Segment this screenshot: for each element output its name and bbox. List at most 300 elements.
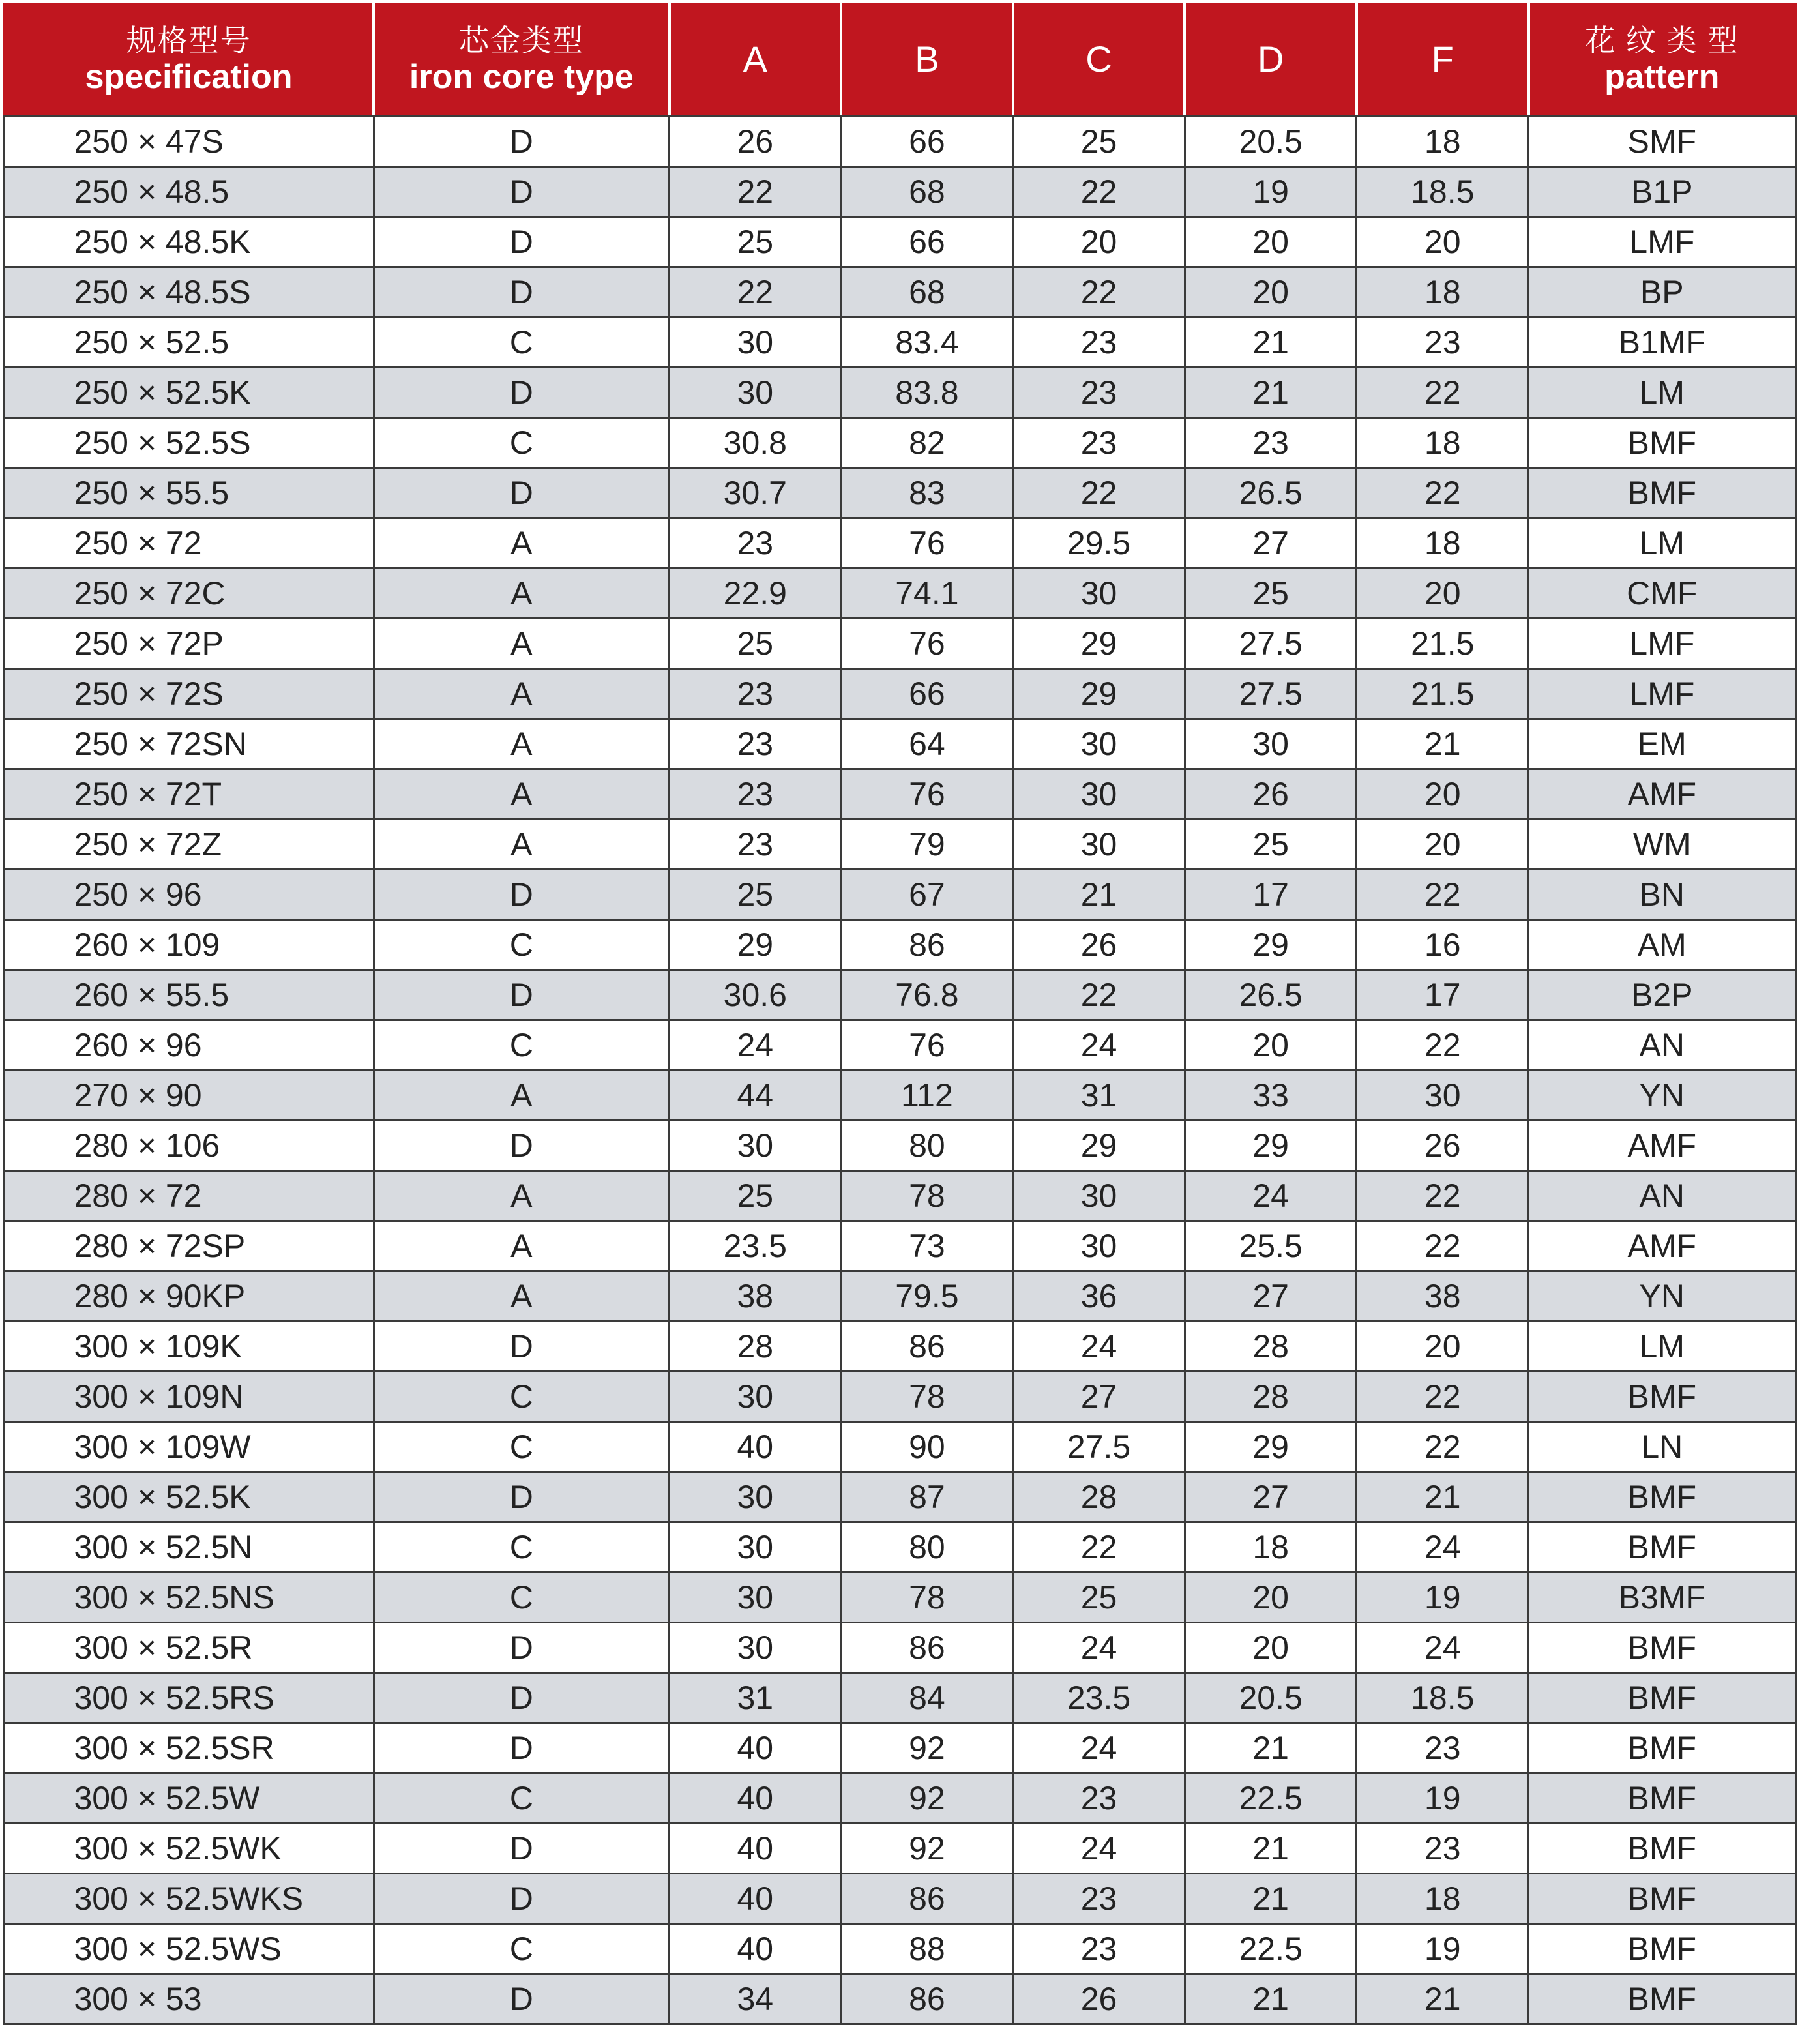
a-cell: 40 (670, 1874, 842, 1924)
b-cell: 78 (841, 1372, 1013, 1422)
d-cell: 29 (1185, 1422, 1357, 1472)
a-cell: 22.9 (670, 569, 842, 619)
d-cell: 20 (1185, 267, 1357, 318)
d-cell: 27.5 (1185, 669, 1357, 719)
c-cell: 30 (1013, 769, 1185, 820)
pattern-cell: B2P (1529, 970, 1795, 1020)
core-type-cell: C (374, 920, 669, 970)
b-cell: 83.8 (841, 368, 1013, 418)
c-cell: 24 (1013, 1824, 1185, 1874)
f-cell: 19 (1357, 1924, 1529, 1974)
b-cell: 64 (841, 719, 1013, 769)
a-cell: 40 (670, 1824, 842, 1874)
core-type-cell: A (374, 569, 669, 619)
spec-cell: 280 × 90KP (4, 1271, 374, 1322)
spec-cell: 250 × 72SN (4, 719, 374, 769)
spec-cell: 300 × 52.5WKS (4, 1874, 374, 1924)
d-cell: 17 (1185, 870, 1357, 920)
c-cell: 27 (1013, 1372, 1185, 1422)
d-cell: 29 (1185, 920, 1357, 970)
spec-cell: 250 × 48.5S (4, 267, 374, 318)
b-cell: 88 (841, 1924, 1013, 1974)
core-type-cell: C (374, 1020, 669, 1071)
b-cell: 86 (841, 1874, 1013, 1924)
spec-cell: 280 × 72SP (4, 1221, 374, 1271)
spec-cell: 300 × 52.5R (4, 1623, 374, 1673)
a-cell: 40 (670, 1773, 842, 1824)
f-cell: 21 (1357, 1974, 1529, 2024)
core-type-cell: D (374, 1121, 669, 1171)
b-cell: 86 (841, 1623, 1013, 1673)
a-cell: 28 (670, 1322, 842, 1372)
d-cell: 25.5 (1185, 1221, 1357, 1271)
f-cell: 24 (1357, 1522, 1529, 1573)
pattern-cell: LMF (1529, 669, 1795, 719)
a-cell: 24 (670, 1020, 842, 1071)
f-cell: 22 (1357, 1372, 1529, 1422)
core-type-cell: D (374, 267, 669, 318)
pattern-cell: BMF (1529, 1824, 1795, 1874)
pattern-cell: BMF (1529, 1924, 1795, 1974)
b-cell: 83.4 (841, 318, 1013, 368)
pattern-cell: LMF (1529, 217, 1795, 267)
table-row (4, 368, 1795, 418)
a-cell: 30.8 (670, 418, 842, 468)
core-type-cell: C (374, 1372, 669, 1422)
b-cell: 66 (841, 669, 1013, 719)
core-type-cell: D (374, 1723, 669, 1773)
core-type-cell: C (374, 1773, 669, 1824)
b-cell: 76.8 (841, 970, 1013, 1020)
c-cell: 24 (1013, 1322, 1185, 1372)
d-cell: 29 (1185, 1121, 1357, 1171)
pattern-cell: BMF (1529, 1874, 1795, 1924)
a-cell: 25 (670, 619, 842, 669)
table-row (4, 719, 1795, 769)
pattern-cell: BMF (1529, 1773, 1795, 1824)
c-cell: 29 (1013, 619, 1185, 669)
core-type-cell: C (374, 318, 669, 368)
d-cell: 25 (1185, 569, 1357, 619)
b-cell: 92 (841, 1723, 1013, 1773)
table-row (4, 1723, 1795, 1773)
spec-cell: 300 × 52.5N (4, 1522, 374, 1573)
table-row (4, 468, 1795, 518)
a-cell: 44 (670, 1071, 842, 1121)
c-cell: 30 (1013, 1171, 1185, 1221)
core-type-cell: D (374, 970, 669, 1020)
c-cell: 27.5 (1013, 1422, 1185, 1472)
pattern-cell: AN (1529, 1171, 1795, 1221)
spec-cell: 260 × 55.5 (4, 970, 374, 1020)
f-cell: 21.5 (1357, 669, 1529, 719)
c-cell: 23 (1013, 1874, 1185, 1924)
table-row (4, 1573, 1795, 1623)
pattern-cell: BMF (1529, 1673, 1795, 1723)
c-cell: 30 (1013, 1221, 1185, 1271)
d-cell: 21 (1185, 318, 1357, 368)
core-type-cell: A (374, 1221, 669, 1271)
spec-cell: 300 × 109K (4, 1322, 374, 1372)
a-cell: 30 (670, 1121, 842, 1171)
c-cell: 23 (1013, 318, 1185, 368)
core-type-cell: A (374, 719, 669, 769)
pattern-cell: BMF (1529, 468, 1795, 518)
core-type-cell: A (374, 1271, 669, 1322)
pattern-cell: BMF (1529, 1372, 1795, 1422)
col-header-iron-core-type-en: iron core type (409, 58, 634, 96)
b-cell: 86 (841, 920, 1013, 970)
pattern-cell: LMF (1529, 619, 1795, 669)
spec-cell: 300 × 52.5K (4, 1472, 374, 1522)
a-cell: 30 (670, 1472, 842, 1522)
b-cell: 92 (841, 1773, 1013, 1824)
c-cell: 30 (1013, 569, 1185, 619)
core-type-cell: D (374, 167, 669, 217)
table-body (4, 116, 1795, 2024)
spec-cell: 300 × 52.5NS (4, 1573, 374, 1623)
core-type-cell: C (374, 1522, 669, 1573)
pattern-cell: BMF (1529, 1723, 1795, 1773)
spec-cell: 300 × 52.5W (4, 1773, 374, 1824)
d-cell: 20.5 (1185, 116, 1357, 167)
f-cell: 26 (1357, 1121, 1529, 1171)
spec-cell: 300 × 52.5RS (4, 1673, 374, 1723)
core-type-cell: D (374, 1874, 669, 1924)
pattern-cell: B3MF (1529, 1573, 1795, 1623)
f-cell: 20 (1357, 569, 1529, 619)
b-cell: 78 (841, 1573, 1013, 1623)
col-header-pattern-cn: 花 纹 类 型 (1585, 23, 1739, 57)
c-cell: 30 (1013, 719, 1185, 769)
c-cell: 23.5 (1013, 1673, 1185, 1723)
spec-cell: 250 × 72S (4, 669, 374, 719)
f-cell: 18.5 (1357, 167, 1529, 217)
spec-cell: 250 × 55.5 (4, 468, 374, 518)
pattern-cell: BMF (1529, 1472, 1795, 1522)
c-cell: 36 (1013, 1271, 1185, 1322)
header-row (4, 3, 1795, 116)
col-header-a (670, 3, 842, 116)
b-cell: 79.5 (841, 1271, 1013, 1322)
spec-cell: 250 × 52.5S (4, 418, 374, 468)
spec-table (3, 3, 1797, 2025)
b-cell: 78 (841, 1171, 1013, 1221)
table-row (4, 1874, 1795, 1924)
table-row (4, 1071, 1795, 1121)
spec-cell: 270 × 90 (4, 1071, 374, 1121)
f-cell: 38 (1357, 1271, 1529, 1322)
table-row (4, 1974, 1795, 2024)
table-row (4, 167, 1795, 217)
core-type-cell: D (374, 1472, 669, 1522)
c-cell: 29.5 (1013, 518, 1185, 569)
spec-cell: 250 × 72Z (4, 820, 374, 870)
f-cell: 18.5 (1357, 1673, 1529, 1723)
spec-cell: 250 × 52.5K (4, 368, 374, 418)
pattern-cell: AMF (1529, 1121, 1795, 1171)
d-cell: 33 (1185, 1071, 1357, 1121)
d-cell: 26.5 (1185, 970, 1357, 1020)
b-cell: 66 (841, 217, 1013, 267)
b-cell: 68 (841, 167, 1013, 217)
pattern-cell: LM (1529, 518, 1795, 569)
spec-cell: 250 × 72T (4, 769, 374, 820)
pattern-cell: BN (1529, 870, 1795, 920)
spec-cell: 250 × 52.5 (4, 318, 374, 368)
b-cell: 90 (841, 1422, 1013, 1472)
b-cell: 82 (841, 418, 1013, 468)
f-cell: 22 (1357, 1171, 1529, 1221)
core-type-cell: D (374, 870, 669, 920)
b-cell: 86 (841, 1974, 1013, 2024)
f-cell: 22 (1357, 1422, 1529, 1472)
d-cell: 21 (1185, 1723, 1357, 1773)
spec-cell: 250 × 72C (4, 569, 374, 619)
f-cell: 17 (1357, 970, 1529, 1020)
a-cell: 40 (670, 1723, 842, 1773)
spec-cell: 260 × 109 (4, 920, 374, 970)
a-cell: 30 (670, 1522, 842, 1573)
a-cell: 23 (670, 769, 842, 820)
f-cell: 22 (1357, 468, 1529, 518)
core-type-cell: C (374, 1573, 669, 1623)
spec-cell: 250 × 48.5 (4, 167, 374, 217)
d-cell: 20 (1185, 1573, 1357, 1623)
core-type-cell: A (374, 518, 669, 569)
col-header-specification (4, 3, 374, 116)
a-cell: 23 (670, 820, 842, 870)
col-header-iron-core-type-cn: 芯金类型 (458, 23, 584, 57)
col-header-specification-cn: 规格型号 (126, 23, 252, 57)
c-cell: 22 (1013, 468, 1185, 518)
d-cell: 22.5 (1185, 1773, 1357, 1824)
core-type-cell: A (374, 669, 669, 719)
pattern-cell: AN (1529, 1020, 1795, 1071)
spec-cell: 250 × 72 (4, 518, 374, 569)
pattern-cell: BMF (1529, 1522, 1795, 1573)
b-cell: 73 (841, 1221, 1013, 1271)
c-cell: 29 (1013, 1121, 1185, 1171)
c-cell: 23 (1013, 418, 1185, 468)
c-cell: 24 (1013, 1623, 1185, 1673)
c-cell: 23 (1013, 368, 1185, 418)
d-cell: 21 (1185, 1874, 1357, 1924)
f-cell: 20 (1357, 1322, 1529, 1372)
d-cell: 24 (1185, 1171, 1357, 1221)
a-cell: 30 (670, 368, 842, 418)
pattern-cell: BMF (1529, 1623, 1795, 1673)
f-cell: 18 (1357, 518, 1529, 569)
table-row (4, 217, 1795, 267)
core-type-cell: C (374, 418, 669, 468)
c-cell: 26 (1013, 920, 1185, 970)
a-cell: 40 (670, 1422, 842, 1472)
c-cell: 22 (1013, 1522, 1185, 1573)
a-cell: 30 (670, 1372, 842, 1422)
table-row (4, 1673, 1795, 1723)
table-row (4, 619, 1795, 669)
core-type-cell: A (374, 769, 669, 820)
col-header-b (841, 3, 1013, 116)
f-cell: 24 (1357, 1623, 1529, 1673)
b-cell: 79 (841, 820, 1013, 870)
table-row (4, 418, 1795, 468)
d-cell: 20 (1185, 1623, 1357, 1673)
f-cell: 20 (1357, 217, 1529, 267)
a-cell: 30.7 (670, 468, 842, 518)
f-cell: 22 (1357, 1020, 1529, 1071)
a-cell: 34 (670, 1974, 842, 2024)
f-cell: 23 (1357, 1824, 1529, 1874)
c-cell: 24 (1013, 1723, 1185, 1773)
col-header-f (1357, 3, 1529, 116)
a-cell: 30.6 (670, 970, 842, 1020)
table-row (4, 1924, 1795, 1974)
f-cell: 16 (1357, 920, 1529, 970)
spec-cell: 300 × 52.5WK (4, 1824, 374, 1874)
c-cell: 22 (1013, 267, 1185, 318)
f-cell: 20 (1357, 769, 1529, 820)
c-cell: 26 (1013, 1974, 1185, 2024)
spec-cell: 300 × 109N (4, 1372, 374, 1422)
table-row (4, 1271, 1795, 1322)
table-row (4, 1623, 1795, 1673)
core-type-cell: A (374, 1171, 669, 1221)
b-cell: 68 (841, 267, 1013, 318)
pattern-cell: EM (1529, 719, 1795, 769)
spec-cell: 250 × 48.5K (4, 217, 374, 267)
table-row (4, 870, 1795, 920)
core-type-cell: A (374, 1071, 669, 1121)
table-row (4, 820, 1795, 870)
table-row (4, 1322, 1795, 1372)
core-type-cell: D (374, 1322, 669, 1372)
d-cell: 28 (1185, 1322, 1357, 1372)
core-type-cell: C (374, 1422, 669, 1472)
b-cell: 83 (841, 468, 1013, 518)
table-row (4, 1522, 1795, 1573)
b-cell: 67 (841, 870, 1013, 920)
pattern-cell: BMF (1529, 418, 1795, 468)
d-cell: 22.5 (1185, 1924, 1357, 1974)
c-cell: 29 (1013, 669, 1185, 719)
f-cell: 23 (1357, 1723, 1529, 1773)
f-cell: 21 (1357, 1472, 1529, 1522)
pattern-cell: B1P (1529, 167, 1795, 217)
c-cell: 25 (1013, 116, 1185, 167)
d-cell: 26.5 (1185, 468, 1357, 518)
f-cell: 18 (1357, 267, 1529, 318)
core-type-cell: D (374, 468, 669, 518)
a-cell: 23 (670, 518, 842, 569)
table-row (4, 1372, 1795, 1422)
table-row (4, 1472, 1795, 1522)
b-cell: 80 (841, 1522, 1013, 1573)
col-header-d (1185, 3, 1357, 116)
pattern-cell: YN (1529, 1271, 1795, 1322)
spec-cell: 300 × 109W (4, 1422, 374, 1472)
col-header-c (1013, 3, 1185, 116)
c-cell: 22 (1013, 167, 1185, 217)
d-cell: 27 (1185, 1472, 1357, 1522)
f-cell: 23 (1357, 318, 1529, 368)
table-row (4, 1773, 1795, 1824)
f-cell: 21 (1357, 719, 1529, 769)
c-cell: 25 (1013, 1573, 1185, 1623)
table-row (4, 970, 1795, 1020)
pattern-cell: B1MF (1529, 318, 1795, 368)
a-cell: 23 (670, 719, 842, 769)
pattern-cell: AM (1529, 920, 1795, 970)
core-type-cell: C (374, 1924, 669, 1974)
b-cell: 76 (841, 769, 1013, 820)
a-cell: 26 (670, 116, 842, 167)
pattern-cell: AMF (1529, 769, 1795, 820)
c-cell: 31 (1013, 1071, 1185, 1121)
pattern-cell: AMF (1529, 1221, 1795, 1271)
d-cell: 27 (1185, 1271, 1357, 1322)
table-row (4, 1824, 1795, 1874)
spec-cell: 260 × 96 (4, 1020, 374, 1071)
a-cell: 40 (670, 1924, 842, 1974)
a-cell: 30 (670, 318, 842, 368)
col-header-f-label: F (1431, 38, 1454, 80)
spec-cell: 250 × 96 (4, 870, 374, 920)
table-row (4, 267, 1795, 318)
d-cell: 21 (1185, 1824, 1357, 1874)
c-cell: 23 (1013, 1924, 1185, 1974)
a-cell: 25 (670, 217, 842, 267)
spec-cell: 300 × 52.5WS (4, 1924, 374, 1974)
d-cell: 21 (1185, 1974, 1357, 2024)
col-header-c-label: C (1085, 38, 1112, 80)
table-row (4, 318, 1795, 368)
core-type-cell: A (374, 820, 669, 870)
table-row (4, 1221, 1795, 1271)
b-cell: 76 (841, 518, 1013, 569)
d-cell: 18 (1185, 1522, 1357, 1573)
c-cell: 22 (1013, 970, 1185, 1020)
col-header-pattern (1529, 3, 1795, 116)
d-cell: 25 (1185, 820, 1357, 870)
table-row (4, 669, 1795, 719)
f-cell: 19 (1357, 1573, 1529, 1623)
core-type-cell: D (374, 368, 669, 418)
pattern-cell: YN (1529, 1071, 1795, 1121)
pattern-cell: SMF (1529, 116, 1795, 167)
a-cell: 31 (670, 1673, 842, 1723)
pattern-cell: WM (1529, 820, 1795, 870)
pattern-cell: LN (1529, 1422, 1795, 1472)
col-header-specification-en: specification (85, 58, 293, 96)
d-cell: 26 (1185, 769, 1357, 820)
core-type-cell: D (374, 217, 669, 267)
spec-cell: 250 × 47S (4, 116, 374, 167)
a-cell: 38 (670, 1271, 842, 1322)
f-cell: 20 (1357, 820, 1529, 870)
d-cell: 27.5 (1185, 619, 1357, 669)
col-header-d-label: D (1257, 38, 1284, 80)
f-cell: 22 (1357, 1221, 1529, 1271)
d-cell: 30 (1185, 719, 1357, 769)
c-cell: 28 (1013, 1472, 1185, 1522)
c-cell: 21 (1013, 870, 1185, 920)
c-cell: 30 (1013, 820, 1185, 870)
b-cell: 86 (841, 1322, 1013, 1372)
b-cell: 76 (841, 1020, 1013, 1071)
f-cell: 19 (1357, 1773, 1529, 1824)
